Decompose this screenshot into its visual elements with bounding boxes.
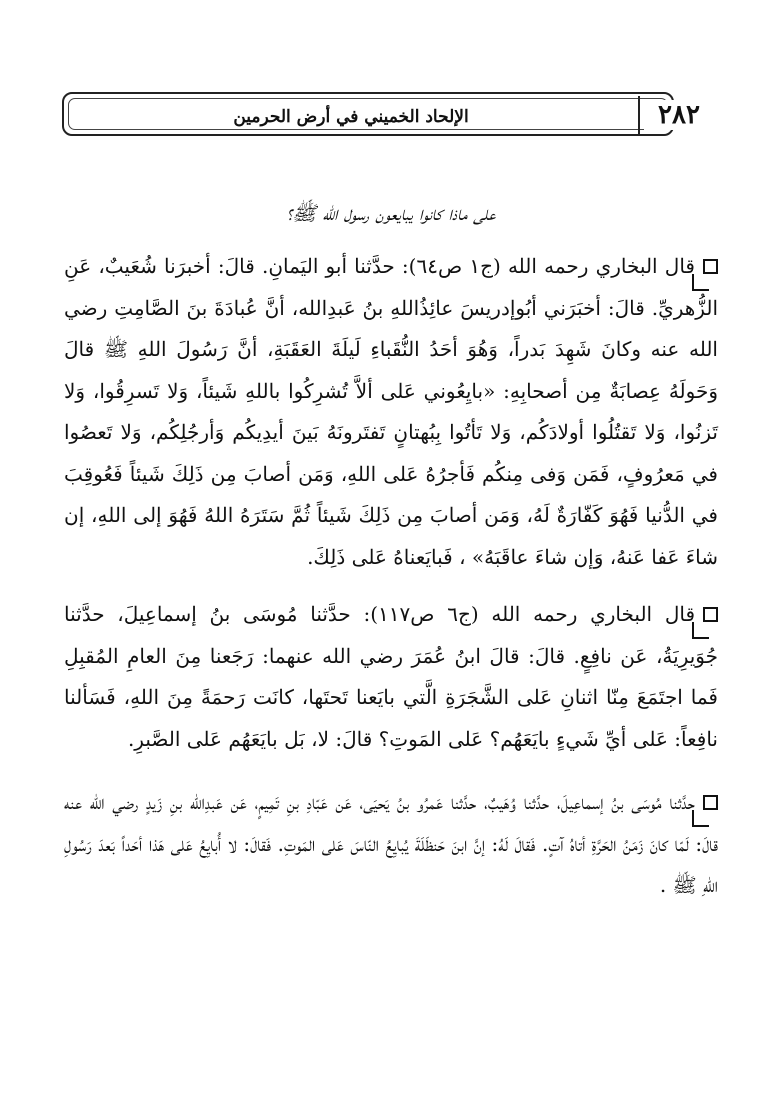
page-body	[64, 246, 718, 907]
paragraph-marker-icon	[695, 246, 718, 288]
paragraph-marker-icon	[695, 594, 718, 636]
paragraph-1	[64, 246, 718, 578]
paragraph-1-text: قال البخاري رحمه الله (ج١ ص٦٤): حدَّثنا أبو اليَمانِ. قالَ: أخبرَنا شُعَيبٌ، عَنِ الزُّهريِّ. قالَ: أخبَرَني أبُوإدريسَ عائِذُاللهِ بنُ عَبدِالله، أنَّ عُبادَةَ بنَ الصَّامِتِ رضي الله عنه وكانَ شَهِدَ بَدراً، وَهُوَ أحَدُ النُّقَباءِ لَيلَةَ العَقَبَةِ، أنَّ رَسُولَ اللهِ ﷺ قالَ وَحَولَهُ عِصابَةٌ مِن أصحابِهِ: «بايِعُوني عَلى ألاَّ تُشرِكُوا باللهِ شَيئاً، وَلا تَسرِقُوا، وَلا تَزنُوا، وَلا تَقتُلُوا أولادَكُم، وَلا تَأتُوا بِبُهتانٍ تَفتَرونَهُ بَينَ أيدِيكُم وَأرجُلِكُم، وَلا تَعصُوا في مَعرُوفٍ، فَمَن وَفى مِنكُم فَأجرُهُ عَلى اللهِ، وَمَن أصابَ مِن ذَلِكَ شَيئاً فَعُوقِبَ في الدُّنيا فَهُوَ كَفّارَةٌ لَهُ، وَمَن أصابَ مِن ذَلِكَ شَيئاً ثُمَّ سَتَرَهُ اللهُ فَهُوَ إلى اللهِ، إن شاءَ عَفا عَنهُ، وَإن شاءَ عاقَبَهُ» ، فَبايَعناهُ عَلى ذَلِكَ.	[64, 254, 718, 569]
paragraph-3-text: حدَّثنا مُوسَى بنُ إسماعِيلَ، حدَّثنا وُهَيبٌ، حدَّثنا عَمرُو بنُ يَحيَى، عَن عَبّادِ بنِ تَمِيمٍ، عَن عَبدِالله بنِ زَيدٍ رضي الله عنه قالَ: لَمّا كانَ زَمَنُ الحَرَّةِ أتاهُ آتٍ. فَقالَ لَهُ: إنَّ ابنَ حَنظَلَةَ يُبايِعُ النّاسَ عَلى المَوتِ. فَقالَ: لا أُبايِعُ عَلى هَذا أحَداً بَعدَ رَسُولِ اللهِ ﷺ .	[64, 790, 718, 897]
running-title: الإلحاد الخميني في أرض الحرمين	[233, 107, 469, 127]
section-heading: على ماذا كانوا يبايعون رسول الله ﷺ؟	[286, 201, 496, 225]
paragraph-marker-icon	[695, 782, 718, 824]
paragraph-3	[64, 782, 718, 907]
page-number: ٢٨٢	[644, 100, 714, 130]
paragraph-2-text: قال البخاري رحمه الله (ج٦ ص١١٧): حدَّثنا مُوسَى بنُ إسماعِيلَ، حدَّثنا جُوَيرِيَةُ، عَن نافِعٍ. قالَ: قالَ ابنُ عُمَرَ رضي الله عنهما: رَجَعنا مِنَ العامِ المُقبِلِ فَما اجتَمَعَ مِنّا اثنانِ عَلى الشَّجَرَةِ الَّتي بايَعنا تَحتَها، كانَت رَحمَةً مِنَ اللهِ، فَسَألنا نافِعاً: عَلى أيِّ شَيءٍ بايَعَهُم؟ عَلى المَوتِ؟ قالَ: لا، بَل بايَعَهُم عَلى الصَّبرِ.	[64, 602, 718, 751]
header-divider	[638, 96, 640, 134]
paragraph-2	[64, 594, 718, 760]
